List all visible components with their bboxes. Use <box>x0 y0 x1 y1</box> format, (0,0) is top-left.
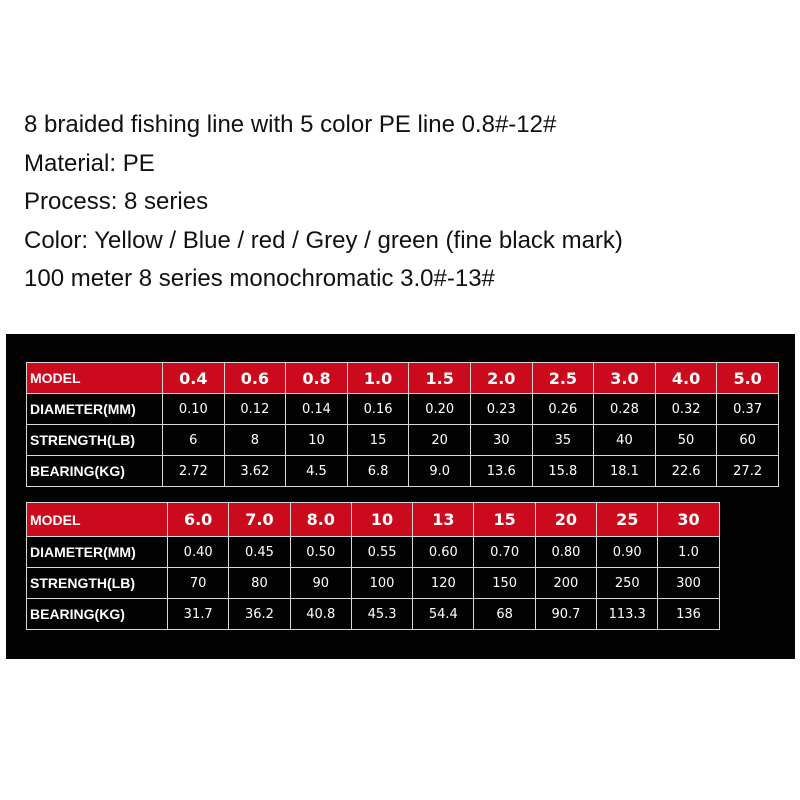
title-line: 8 braided fishing line with 5 color PE line 0.8#-12# <box>24 111 557 138</box>
table-cell: 9.0 <box>409 456 471 487</box>
table-cell: 60 <box>717 425 779 456</box>
table-cell: 22.6 <box>655 456 717 487</box>
table-cell: 0.70 <box>474 537 535 568</box>
spec-panel <box>6 334 795 659</box>
table-cell: 40.8 <box>290 599 351 630</box>
table-cell: 0.6 <box>224 363 286 394</box>
table-cell: 2.72 <box>163 456 225 487</box>
table-cell: 80 <box>229 568 290 599</box>
table-cell: 1.0 <box>658 537 719 568</box>
length-line: 100 meter 8 series monochromatic 3.0#-13# <box>24 265 495 292</box>
table-cell: 0.40 <box>168 537 229 568</box>
table-cell: 0.32 <box>655 394 717 425</box>
table-cell: 15.8 <box>532 456 594 487</box>
table-cell: 0.4 <box>163 363 225 394</box>
table-cell: 0.45 <box>229 537 290 568</box>
table-cell: 0.16 <box>347 394 409 425</box>
table-cell: 136 <box>658 599 719 630</box>
table-cell: 8.0 <box>290 503 351 537</box>
table-cell: 0.10 <box>163 394 225 425</box>
table-cell: 7.0 <box>229 503 290 537</box>
table-cell: 6 <box>163 425 225 456</box>
table-cell: 13.6 <box>470 456 532 487</box>
table-cell: 70 <box>168 568 229 599</box>
row-label: MODEL <box>27 363 163 394</box>
table-cell: 2.5 <box>532 363 594 394</box>
table-cell: 0.55 <box>351 537 412 568</box>
table-cell: 27.2 <box>717 456 779 487</box>
table-cell: 30 <box>470 425 532 456</box>
table-cell: 0.23 <box>470 394 532 425</box>
row-label: MODEL <box>27 503 168 537</box>
row-label: DIAMETER(MM) <box>27 394 163 425</box>
table-cell: 6.0 <box>168 503 229 537</box>
table-cell: 5.0 <box>717 363 779 394</box>
table-cell: 4.0 <box>655 363 717 394</box>
table-cell: 90 <box>290 568 351 599</box>
table-cell: 2.0 <box>470 363 532 394</box>
row-label: BEARING(KG) <box>27 456 163 487</box>
table-cell: 54.4 <box>413 599 474 630</box>
spec-table-2 <box>26 502 720 630</box>
table-cell: 8 <box>224 425 286 456</box>
table-cell: 13 <box>413 503 474 537</box>
row-label: STRENGTH(LB) <box>27 425 163 456</box>
spec-table-1 <box>26 362 779 487</box>
table-cell: 36.2 <box>229 599 290 630</box>
strength-row <box>27 568 720 599</box>
table-cell: 10 <box>286 425 348 456</box>
table-cell: 0.90 <box>597 537 658 568</box>
table-cell: 250 <box>597 568 658 599</box>
table-cell: 0.26 <box>532 394 594 425</box>
table-cell: 6.8 <box>347 456 409 487</box>
table-cell: 3.62 <box>224 456 286 487</box>
table-cell: 18.1 <box>594 456 656 487</box>
row-label: STRENGTH(LB) <box>27 568 168 599</box>
table-cell: 0.37 <box>717 394 779 425</box>
table-cell: 300 <box>658 568 719 599</box>
table-cell: 30 <box>658 503 719 537</box>
table-cell: 20 <box>409 425 471 456</box>
table-cell: 40 <box>594 425 656 456</box>
table-cell: 0.50 <box>290 537 351 568</box>
table-cell: 15 <box>347 425 409 456</box>
table-cell: 68 <box>474 599 535 630</box>
table-cell: 113.3 <box>597 599 658 630</box>
table-cell: 1.0 <box>347 363 409 394</box>
table-cell: 0.60 <box>413 537 474 568</box>
table-cell: 25 <box>597 503 658 537</box>
table-cell: 10 <box>351 503 412 537</box>
table-cell: 31.7 <box>168 599 229 630</box>
diameter-row <box>27 537 720 568</box>
row-label: DIAMETER(MM) <box>27 537 168 568</box>
table-cell: 150 <box>474 568 535 599</box>
table-cell: 50 <box>655 425 717 456</box>
product-description <box>24 106 623 299</box>
table-cell: 4.5 <box>286 456 348 487</box>
table-cell: 120 <box>413 568 474 599</box>
table-cell: 45.3 <box>351 599 412 630</box>
material-line: Material: PE <box>24 149 155 177</box>
table-cell: 1.5 <box>409 363 471 394</box>
model-row <box>27 503 720 537</box>
table-cell: 0.80 <box>535 537 596 568</box>
model-row <box>27 363 779 394</box>
table-cell: 0.12 <box>224 394 286 425</box>
table-cell: 0.14 <box>286 394 348 425</box>
process-line: Process: 8 series <box>24 188 209 215</box>
color-line: Color: Yellow / Blue / red / Grey / green (fine black mark) <box>24 226 623 254</box>
table-cell: 0.8 <box>286 363 348 394</box>
table-cell: 20 <box>535 503 596 537</box>
table-cell: 35 <box>532 425 594 456</box>
table-cell: 200 <box>535 568 596 599</box>
diameter-row <box>27 394 779 425</box>
table-cell: 3.0 <box>594 363 656 394</box>
table-cell: 0.20 <box>409 394 471 425</box>
table-cell: 15 <box>474 503 535 537</box>
bearing-row <box>27 456 779 487</box>
table-cell: 100 <box>351 568 412 599</box>
row-label: BEARING(KG) <box>27 599 168 630</box>
table-cell: 0.28 <box>594 394 656 425</box>
table-cell: 90.7 <box>535 599 596 630</box>
strength-row <box>27 425 779 456</box>
bearing-row <box>27 599 720 630</box>
